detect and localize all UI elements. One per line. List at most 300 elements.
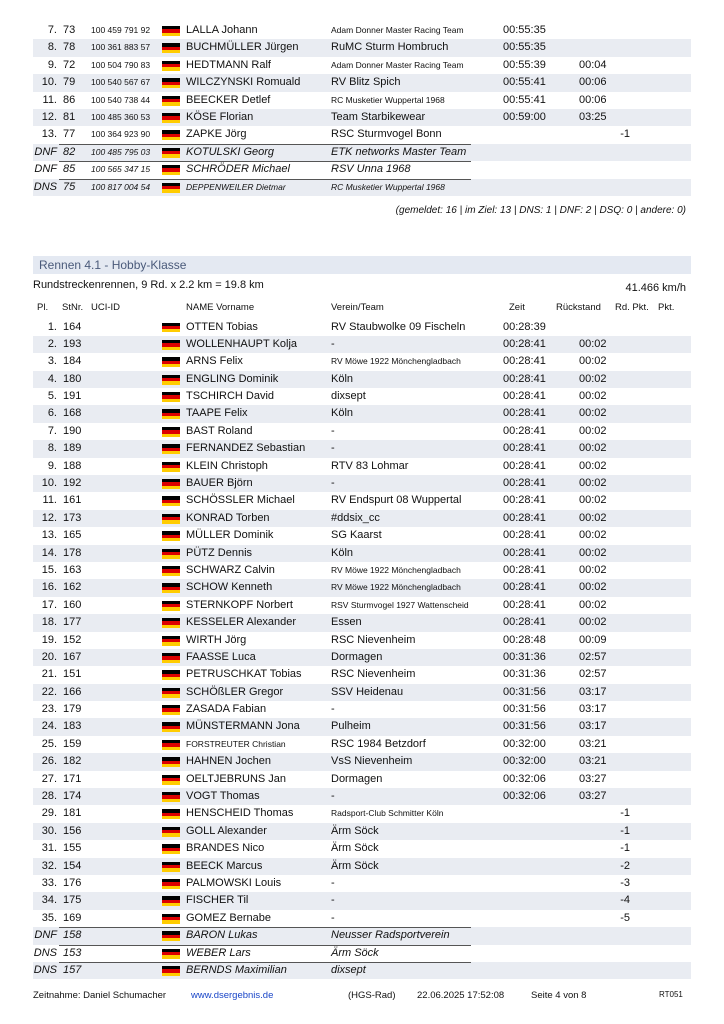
germany-flag-icon — [162, 827, 180, 837]
time-gap: 03:17 — [579, 720, 607, 733]
start-number: 168 — [63, 407, 82, 420]
placing: 34. — [41, 894, 57, 907]
placing: DNF — [34, 929, 57, 942]
finish-time: 00:28:41 — [503, 546, 546, 559]
race-summary: (gemeldet: 16 | im Ziel: 13 | DNS: 1 | DNF: 2 | DSQ: 0 | andere: 0) — [395, 205, 686, 216]
rider-name: STERNKOPF Norbert — [186, 598, 293, 611]
germany-flag-icon — [162, 670, 180, 680]
start-number: 165 — [63, 529, 82, 542]
rider-name: WEBER Lars — [186, 946, 251, 959]
start-number: 153 — [63, 946, 82, 959]
rider-name: HEDTMANN Ralf — [186, 58, 271, 71]
finish-time: 00:31:56 — [503, 685, 546, 698]
germany-flag-icon — [162, 357, 180, 367]
finish-time: 00:31:36 — [503, 650, 546, 663]
table-row — [33, 22, 691, 39]
col-name: NAME Vorname — [186, 302, 255, 313]
table-row — [33, 510, 691, 527]
team-name: Köln — [331, 372, 354, 385]
rider-name: KESSELER Alexander — [186, 616, 297, 629]
team-name: RuMC Sturm Hombruch — [331, 41, 449, 54]
team-name: Pulheim — [331, 720, 371, 733]
start-number: 191 — [63, 390, 82, 403]
finish-time: 00:28:41 — [503, 529, 546, 542]
time-gap: 00:02 — [579, 529, 607, 542]
germany-flag-icon — [162, 809, 180, 819]
placing: 7. — [47, 24, 57, 36]
laps-down: -2 — [620, 859, 630, 872]
germany-flag-icon — [162, 96, 180, 106]
time-gap: 00:02 — [579, 546, 607, 559]
rider-name: WIRTH Jörg — [186, 633, 247, 646]
rider-name: HAHNEN Jochen — [186, 755, 271, 768]
rider-name: ZAPKE Jörg — [186, 128, 247, 141]
col-stnr: StNr. — [62, 302, 84, 313]
placing: 21. — [41, 668, 57, 681]
table-row — [33, 492, 691, 509]
finish-time: 00:32:06 — [503, 772, 546, 785]
table-row — [33, 823, 691, 840]
germany-flag-icon — [162, 601, 180, 611]
start-number: 82 — [63, 145, 76, 158]
table-row — [33, 336, 691, 353]
germany-flag-icon — [162, 392, 180, 402]
start-number: 159 — [63, 737, 82, 750]
placing: 19. — [41, 633, 57, 646]
germany-flag-icon — [162, 43, 180, 53]
footer-datetime: 22.06.2025 17:52:08 — [417, 990, 505, 1001]
time-gap: 02:57 — [579, 650, 607, 663]
finish-time: 00:55:41 — [503, 76, 546, 89]
time-gap: 00:04 — [579, 58, 607, 71]
time-gap: 00:02 — [579, 511, 607, 524]
uci-id: 100 540 567 67 — [91, 77, 151, 88]
team-name: Adam Donner Master Racing Team — [331, 59, 464, 70]
average-speed: 41.466 km/h — [625, 282, 686, 294]
finish-time: 00:28:41 — [503, 442, 546, 455]
table-row — [33, 126, 691, 143]
germany-flag-icon — [162, 549, 180, 559]
placing: 33. — [41, 877, 57, 889]
rider-name: KONRAD Torben — [186, 511, 270, 524]
table-row — [33, 597, 691, 614]
placing: 31. — [41, 842, 57, 855]
time-gap: 00:02 — [579, 598, 607, 611]
placing: 30. — [41, 824, 57, 837]
rider-name: KOTULSKI Georg — [186, 145, 275, 158]
rider-name: ZASADA Fabian — [186, 703, 267, 716]
placing: 28. — [41, 790, 57, 803]
team-name: dixsept — [331, 390, 366, 403]
start-number: 183 — [63, 720, 82, 733]
rider-name: OELTJEBRUNS Jan — [186, 772, 287, 785]
table-row — [33, 92, 691, 109]
table-row — [33, 144, 691, 161]
footer-page: Seite 4 von 8 — [531, 990, 587, 1001]
table-row — [33, 39, 691, 56]
rider-name: ARNS Felix — [186, 355, 243, 368]
rider-name: FERNANDEZ Sebastian — [186, 442, 306, 455]
placing: 11. — [42, 494, 57, 507]
laps-down: -5 — [620, 911, 630, 924]
time-gap: 00:02 — [579, 442, 607, 455]
team-name: Ärm Söck — [331, 824, 379, 837]
germany-flag-icon — [162, 844, 180, 854]
team-name: RSC Sturmvogel Bonn — [331, 128, 442, 141]
footer-timing: Zeitnahme: Daniel Schumacher — [33, 990, 167, 1001]
strike-through-line — [59, 945, 471, 946]
laps-down: -3 — [620, 877, 630, 889]
team-name: - — [331, 790, 335, 803]
team-name: RV Blitz Spich — [331, 76, 401, 89]
team-name: Team Starbikewear — [331, 110, 426, 123]
germany-flag-icon — [162, 496, 180, 506]
col-rd-pkt: Rd. Pkt. — [615, 302, 649, 313]
placing: 27. — [41, 772, 57, 785]
rider-name: WOLLENHAUPT Kolja — [186, 337, 298, 350]
team-name: Köln — [331, 407, 354, 420]
finish-time: 00:28:41 — [503, 616, 546, 629]
start-number: 154 — [63, 859, 82, 872]
finish-time: 00:28:41 — [503, 581, 546, 594]
strike-through-line — [59, 179, 471, 180]
time-gap: 03:27 — [579, 772, 607, 785]
start-number: 158 — [63, 929, 82, 942]
time-gap: 00:09 — [579, 633, 607, 646]
start-number: 81 — [63, 110, 76, 123]
placing: 24. — [41, 720, 57, 733]
team-name: Dormagen — [331, 772, 383, 785]
rider-name: GOMEZ Bernabe — [186, 911, 271, 924]
finish-time: 00:31:36 — [503, 668, 546, 681]
table-row — [33, 353, 691, 370]
table-row — [33, 718, 691, 735]
rider-name: ENGLING Dominik — [186, 372, 279, 385]
uci-id: 100 817 004 54 — [91, 181, 151, 192]
start-number: 86 — [63, 93, 76, 106]
footer-source: (HGS-Rad) — [348, 990, 396, 1001]
placing: DNS — [33, 946, 57, 959]
table-row — [33, 753, 691, 770]
germany-flag-icon — [162, 444, 180, 454]
start-number: 177 — [63, 616, 82, 629]
table-row — [33, 545, 691, 562]
uci-id: 100 540 738 44 — [91, 94, 151, 105]
start-number: 173 — [63, 511, 82, 524]
finish-time: 00:28:39 — [503, 320, 546, 333]
team-name: RV Staubwolke 09 Fischeln — [331, 320, 466, 333]
finish-time: 00:32:06 — [503, 790, 546, 803]
finish-time: 00:59:00 — [503, 110, 546, 123]
placing: 13. — [41, 529, 57, 542]
germany-flag-icon — [162, 113, 180, 123]
rider-name: SCHWARZ Calvin — [186, 563, 275, 576]
rider-name: HENSCHEID Thomas — [186, 807, 294, 820]
start-number: 152 — [63, 633, 82, 646]
table-row — [33, 875, 691, 892]
placing: 5. — [47, 390, 57, 403]
germany-flag-icon — [162, 896, 180, 906]
time-gap: 00:02 — [579, 372, 607, 385]
start-number: 182 — [63, 755, 82, 768]
table-row — [33, 440, 691, 457]
previous-race-results — [33, 22, 691, 196]
rider-name: BUCHMÜLLER Jürgen — [186, 41, 299, 54]
rider-name: OTTEN Tobias — [186, 320, 258, 333]
time-gap: 00:02 — [579, 477, 607, 490]
col-time: Zeit — [509, 302, 525, 313]
start-number: 180 — [63, 372, 82, 385]
finish-time: 00:28:41 — [503, 355, 546, 368]
rider-name: SCHÖSSLER Michael — [186, 494, 295, 507]
rider-name: SCHOW Kenneth — [186, 581, 273, 594]
strike-through-line — [59, 144, 471, 145]
team-name: Adam Donner Master Racing Team — [331, 25, 464, 35]
table-row — [33, 579, 691, 596]
start-number: 192 — [63, 477, 82, 490]
start-number: 169 — [63, 911, 82, 924]
team-name: Ärm Söck — [331, 842, 379, 855]
table-row — [33, 109, 691, 126]
footer-website-link[interactable]: www.dsergebnis.de — [191, 990, 274, 1001]
strike-through-line — [59, 927, 471, 928]
placing: DNF — [34, 145, 57, 158]
germany-flag-icon — [162, 949, 180, 959]
table-row — [33, 805, 691, 822]
team-name: #ddsix_cc — [331, 511, 380, 524]
strike-through-line — [59, 962, 471, 963]
rider-name: KÖSE Florian — [186, 110, 254, 123]
time-gap: 00:02 — [579, 494, 607, 507]
germany-flag-icon — [162, 61, 180, 71]
time-gap: 03:17 — [579, 703, 607, 716]
table-row — [33, 858, 691, 875]
germany-flag-icon — [162, 130, 180, 140]
start-number: 193 — [63, 337, 82, 350]
table-row — [33, 910, 691, 927]
germany-flag-icon — [162, 514, 180, 524]
team-name: RSC Nievenheim — [331, 668, 416, 681]
finish-time: 00:55:41 — [503, 93, 546, 106]
time-gap: 03:27 — [579, 790, 607, 803]
team-name: VsS Nievenheim — [331, 755, 413, 768]
germany-flag-icon — [162, 566, 180, 576]
rider-name: BEECK Marcus — [186, 859, 263, 872]
placing: 14. — [41, 546, 57, 559]
table-row — [33, 614, 691, 631]
race-description: Rundstreckenrennen, 9 Rd. x 2.2 km = 19.8 km — [33, 279, 264, 291]
table-row — [33, 892, 691, 909]
finish-time: 00:55:35 — [503, 24, 546, 36]
germany-flag-icon — [162, 78, 180, 88]
time-gap: 00:02 — [579, 355, 607, 368]
placing: 22. — [41, 685, 57, 698]
team-name: Essen — [331, 616, 362, 629]
placing: 23. — [41, 703, 57, 716]
time-gap: 03:25 — [579, 110, 607, 123]
placing: 10. — [41, 477, 57, 490]
time-gap: 00:02 — [579, 390, 607, 403]
start-number: 73 — [63, 24, 76, 36]
placing: 17. — [41, 598, 57, 611]
team-name: SSV Heidenau — [331, 685, 404, 698]
table-row — [33, 458, 691, 475]
table-row — [33, 405, 691, 422]
germany-flag-icon — [162, 931, 180, 941]
time-gap: 00:02 — [579, 337, 607, 350]
start-number: 85 — [63, 163, 76, 176]
germany-flag-icon — [162, 879, 180, 889]
start-number: 155 — [63, 842, 82, 855]
col-team: Verein/Team — [331, 302, 384, 313]
placing: 35. — [41, 911, 57, 924]
time-gap: 00:06 — [579, 93, 607, 106]
table-row — [33, 666, 691, 683]
rider-name: TAAPE Felix — [186, 407, 248, 420]
start-number: 167 — [63, 650, 82, 663]
team-name: Köln — [331, 546, 354, 559]
start-number: 72 — [63, 58, 76, 71]
placing: 7. — [47, 424, 57, 437]
rider-name: KLEIN Christoph — [186, 459, 268, 472]
placing: 8. — [47, 41, 57, 54]
uci-id: 100 361 883 57 — [91, 42, 151, 53]
table-row — [33, 771, 691, 788]
placing: 9. — [47, 459, 57, 472]
team-name: - — [331, 877, 335, 889]
finish-time: 00:28:41 — [503, 563, 546, 576]
placing: 12. — [41, 511, 57, 524]
team-name: - — [331, 477, 335, 490]
uci-id: 100 485 360 53 — [91, 111, 151, 122]
start-number: 162 — [63, 581, 82, 594]
finish-time: 00:55:39 — [503, 58, 546, 71]
race-results-table — [33, 319, 691, 980]
placing: 16. — [41, 581, 57, 594]
table-row — [33, 684, 691, 701]
start-number: 79 — [63, 76, 76, 89]
rider-name: DEPPENWEILER Dietmar — [186, 181, 286, 192]
start-number: 163 — [63, 563, 82, 576]
time-gap: 00:02 — [579, 563, 607, 576]
team-name: Radsport-Club Schmitter Köln — [331, 808, 444, 819]
germany-flag-icon — [162, 427, 180, 437]
time-gap: 03:21 — [579, 737, 607, 750]
col-pl: Pl. — [37, 302, 49, 313]
placing: 13. — [41, 128, 57, 141]
start-number: 178 — [63, 546, 82, 559]
table-row — [33, 632, 691, 649]
germany-flag-icon — [162, 183, 180, 193]
placing: 6. — [47, 407, 57, 420]
team-name: RV Möwe 1922 Mönchengladbach — [331, 356, 461, 367]
finish-time: 00:28:41 — [503, 372, 546, 385]
placing: 12. — [41, 110, 57, 123]
germany-flag-icon — [162, 914, 180, 924]
time-gap: 00:02 — [579, 424, 607, 437]
germany-flag-icon — [162, 409, 180, 419]
germany-flag-icon — [162, 966, 180, 976]
start-number: 174 — [63, 790, 82, 803]
germany-flag-icon — [162, 757, 180, 767]
rider-name: BAUER Björn — [186, 477, 253, 490]
start-number: 164 — [63, 320, 82, 333]
team-name: dixsept — [331, 963, 366, 976]
laps-down: -4 — [620, 894, 630, 907]
rider-name: MÜLLER Dominik — [186, 529, 274, 542]
table-row — [33, 57, 691, 74]
placing: 2. — [47, 337, 57, 350]
start-number: 160 — [63, 598, 82, 611]
team-name: RTV 83 Lohmar — [331, 459, 409, 472]
rider-name: MÜNSTERMANN Jona — [186, 720, 300, 733]
placing: 20. — [41, 650, 57, 663]
table-row — [33, 562, 691, 579]
team-name: - — [331, 424, 335, 437]
rider-name: BRANDES Nico — [186, 842, 265, 855]
germany-flag-icon — [162, 653, 180, 663]
finish-time: 00:28:41 — [503, 598, 546, 611]
team-name: ETK networks Master Team — [331, 145, 467, 158]
team-name: - — [331, 337, 335, 350]
footer-code: RT051 — [659, 990, 683, 999]
table-row — [33, 962, 691, 979]
germany-flag-icon — [162, 636, 180, 646]
strike-through-line — [59, 161, 471, 162]
rider-name: BARON Lukas — [186, 929, 258, 942]
start-number: 175 — [63, 894, 82, 907]
rider-name: FAASSE Luca — [186, 650, 256, 663]
start-number: 75 — [63, 180, 76, 193]
placing: 4. — [47, 372, 57, 385]
uci-id: 100 504 790 83 — [91, 59, 151, 70]
rider-name: BAST Roland — [186, 424, 253, 437]
time-gap: 03:21 — [579, 755, 607, 768]
rider-name: BERNDS Maximilian — [186, 963, 287, 976]
start-number: 176 — [63, 877, 82, 889]
table-row — [33, 927, 691, 944]
start-number: 189 — [63, 442, 82, 455]
germany-flag-icon — [162, 479, 180, 489]
start-number: 190 — [63, 424, 82, 437]
team-name: RC Musketier Wuppertal 1968 — [331, 181, 445, 192]
germany-flag-icon — [162, 722, 180, 732]
table-row — [33, 388, 691, 405]
table-row — [33, 788, 691, 805]
uci-id: 100 364 923 90 — [91, 129, 151, 140]
placing: 9. — [47, 58, 57, 71]
placing: 11. — [42, 93, 57, 106]
germany-flag-icon — [162, 705, 180, 715]
germany-flag-icon — [162, 688, 180, 698]
table-row — [33, 527, 691, 544]
team-name: RV Möwe 1922 Mönchengladbach — [331, 582, 461, 593]
time-gap: 00:06 — [579, 76, 607, 89]
table-row — [33, 319, 691, 336]
germany-flag-icon — [162, 340, 180, 350]
placing: 29. — [41, 807, 57, 820]
team-name: - — [331, 442, 335, 455]
placing: 15. — [41, 563, 57, 576]
rider-name: PÜTZ Dennis — [186, 546, 253, 559]
rider-name: VOGT Thomas — [186, 790, 260, 803]
finish-time: 00:32:00 — [503, 737, 546, 750]
placing: 10. — [41, 76, 57, 89]
team-name: Neusser Radsportverein — [331, 929, 450, 942]
start-number: 184 — [63, 355, 82, 368]
germany-flag-icon — [162, 323, 180, 333]
start-number: 77 — [63, 128, 76, 141]
